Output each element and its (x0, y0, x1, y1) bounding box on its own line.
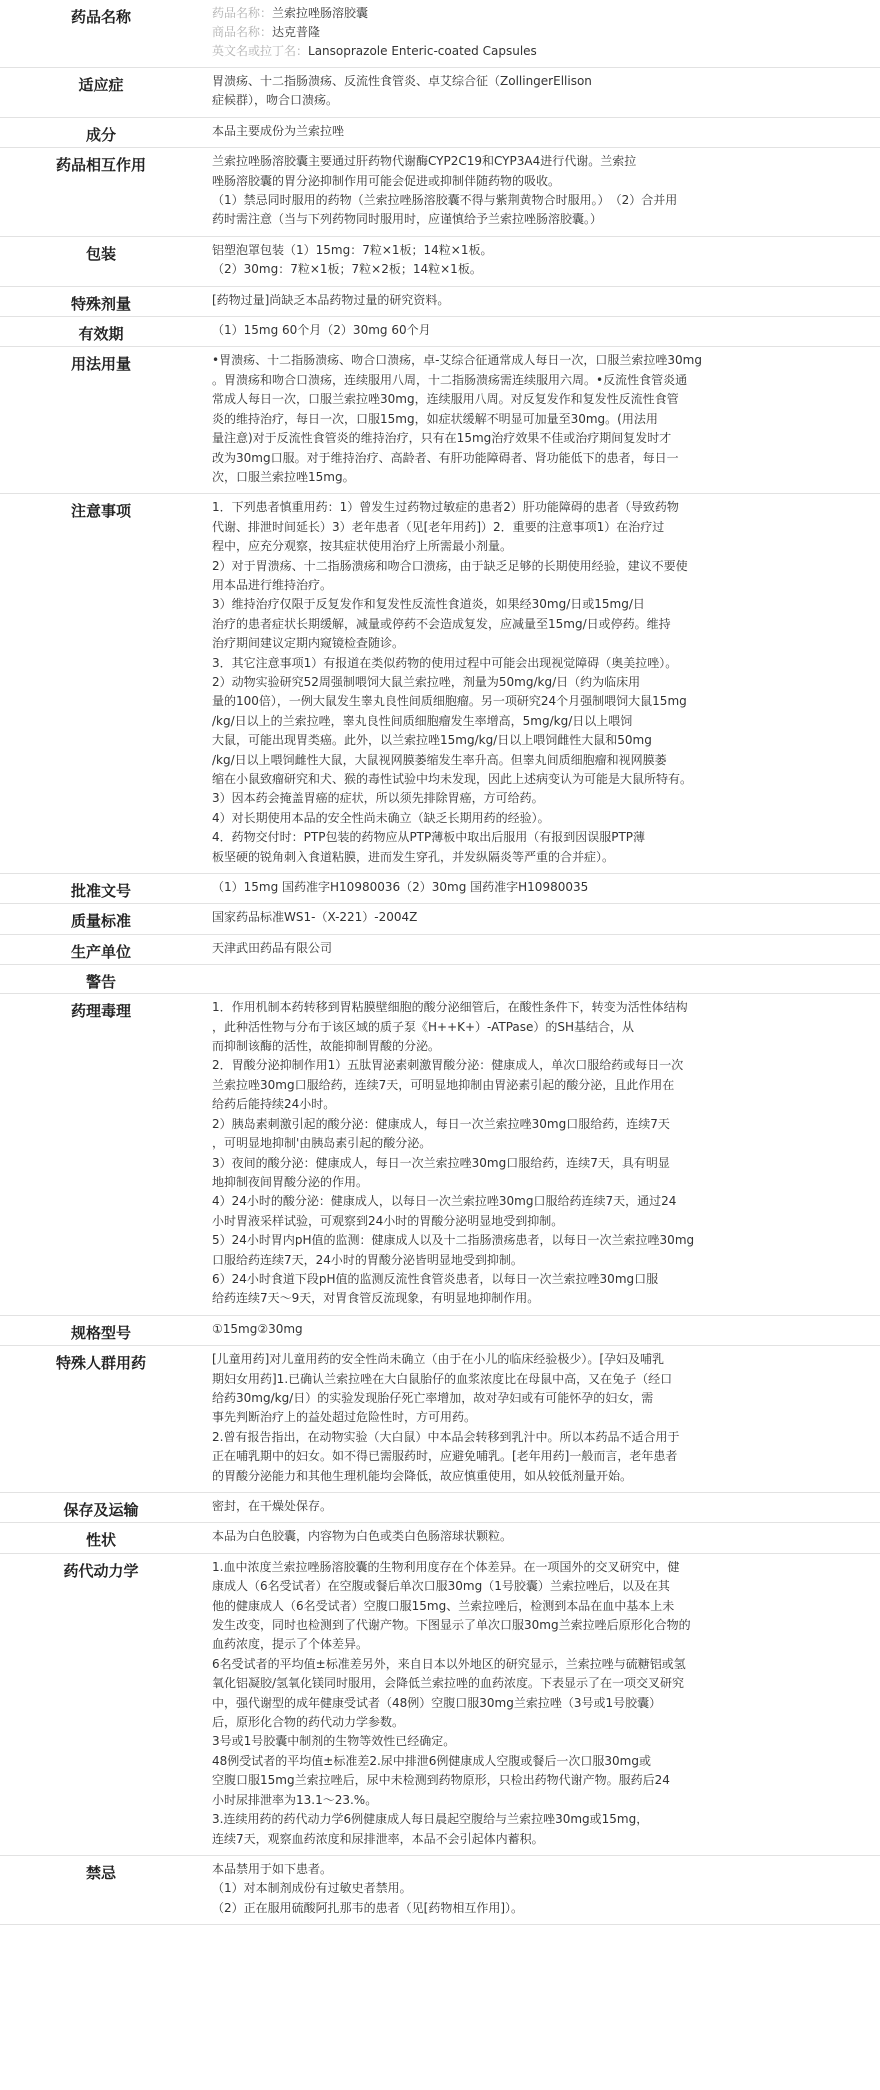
info-row (0, 1553, 880, 1855)
text-line: 量的100倍），一例大鼠发生睾丸良性间质细胞瘤。另一项研究24个月强制喂饲大鼠15mg (212, 694, 687, 709)
text-line: 口服给药连续7天，24小时的胃酸分泌皆明显地受到抑制。 (212, 1252, 523, 1267)
row-label: 批准文号 (0, 874, 202, 904)
row-label: 警告 (0, 965, 202, 994)
info-row (0, 1346, 880, 1493)
text-line: 空腹口服15mg兰索拉唑后，尿中未检测到药物原形，只检出药物代谢产物。服药后24 (212, 1773, 670, 1788)
info-row (0, 965, 880, 994)
row-value (202, 1523, 880, 1553)
text-line: 3号或1号胶囊中制剂的生物等效性已经确定。 (212, 1734, 456, 1749)
row-value (202, 0, 880, 68)
text-line: 。胃溃疡和吻合口溃疡，连续服用八周，十二指肠溃疡需连续服用六周。•反流性食管炎通 (212, 372, 688, 387)
row-value (202, 874, 880, 904)
info-row (0, 1493, 880, 1523)
text-line: 给药后能持续24小时。 (212, 1097, 336, 1112)
text-line: 氧化铝凝胶/氢氧化镁同时服用，会降低兰索拉唑的血药浓度。下表显示了在一项交叉研究 (212, 1676, 685, 1691)
text-line: 药时需注意（当与下列药物同时服用时，应谨慎给予兰索拉唑肠溶胶囊。） (212, 212, 603, 227)
row-value (202, 317, 880, 347)
text-line: 本品禁用于如下患者。 (212, 1861, 333, 1876)
info-row (0, 0, 880, 68)
info-row (0, 286, 880, 316)
text-line: 发生改变，同时也检测到了代谢产物。下图显示了单次口服30mg兰索拉唑后原形化合物的 (212, 1618, 691, 1633)
text-line: 3．其它注意事项1）有报道在类似药物的使用过程中可能会出现视觉障碍（奥美拉唑）。 (212, 655, 678, 670)
text-line: /kg/日以上喂饲雌性大鼠，大鼠视网膜萎缩发生率升高。但睾丸间质细胞瘤和视网膜萎 (212, 752, 667, 767)
text-line: 期妇女用药]1.已确认兰索拉唑在大白鼠胎仔的血浆浓度比在母鼠中高，又在兔子（经口 (212, 1371, 673, 1386)
text-line: 连续7天，观察血药浓度和尿排泄率，本品不会引起体内蓄积。 (212, 1831, 544, 1846)
row-value (202, 286, 880, 316)
text-line: 小时胃液采样试验，可观察到24小时的胃酸分泌明显地受到抑制。 (212, 1213, 564, 1228)
name-line (212, 42, 868, 61)
row-value (202, 236, 880, 286)
text-line: 代谢、排泄时间延长）3）老年患者（见[老年用药]）2．重要的注意事项1）在治疗过 (212, 519, 665, 534)
text-line: 缩在小鼠致瘤研究和犬、猴的毒性试验中均未发现，因此上述病变认为可能是大鼠所特有。 (212, 772, 693, 786)
row-label: 药理毒理 (0, 994, 202, 1316)
text-line: 事先判断治疗上的益处超过危险性时，方可用药。 (212, 1410, 477, 1425)
text-line: 2．胃酸分泌抑制作用1）五肽胃泌素刺激胃酸分泌：健康成人，单次口服给药或每日一次 (212, 1058, 684, 1073)
text-line: 兰索拉唑肠溶胶囊主要通过肝药物代谢酶CYP2C19和CYP3A4进行代谢。兰索拉 (212, 154, 637, 169)
info-row (0, 994, 880, 1316)
text-line: 4）24小时的酸分泌：健康成人，以每日一次兰索拉唑30mg口服给药连续7天，通过24 (212, 1194, 677, 1209)
text-line: 唑肠溶胶囊的胃分泌抑制作用可能会促进或抑制伴随药物的吸收。 (212, 173, 561, 188)
row-value (202, 904, 880, 934)
row-value (202, 1346, 880, 1493)
text-line: 康成人（6名受试者）在空腹或餐后单次口服30mg（1号胶囊）兰索拉唑后，以及在其 (212, 1579, 670, 1594)
row-label: 生产单位 (0, 934, 202, 964)
text-line: 程中，应充分观察，按其症状使用治疗上所需最小剂量。 (212, 539, 513, 554)
text-line: 地抑制夜间胃酸分泌的作用。 (212, 1174, 369, 1189)
row-label: 性状 (0, 1523, 202, 1553)
text-line: 1．作用机制本药转移到胃粘膜壁细胞的酸分泌细管后，在酸性条件下，转变为活性体结构 (212, 1000, 688, 1015)
text-line: 症候群），吻合口溃疡。 (212, 93, 339, 108)
text-line: 2）对于胃溃疡、十二指肠溃疡和吻合口溃疡，由于缺乏足够的长期使用经验，建议不要使 (212, 558, 688, 573)
info-row (0, 347, 880, 494)
row-label: 注意事项 (0, 494, 202, 874)
text-line: ，可明显地抑制'由胰岛素引起的酸分泌。 (212, 1136, 432, 1151)
text-line: 炎的维持治疗，每日一次，口服15mg，如症状缓解不明显可加量至30mg。(用法用 (212, 411, 658, 426)
row-value (202, 994, 880, 1316)
row-label: 特殊人群用药 (0, 1346, 202, 1493)
text-line: 3）因本药会掩盖胃癌的症状，所以须先排除胃癌，方可给药。 (212, 791, 544, 806)
text-line: /kg/日以上的兰索拉唑，睾丸良性间质细胞瘤发生率增高，5mg/kg/日以上喂饲 (212, 713, 633, 728)
row-label: 药代动力学 (0, 1553, 202, 1855)
row-value (202, 494, 880, 874)
text-line: 2）动物实验研究52周强制喂饲大鼠兰索拉唑，剂量为50mg/kg/日（约为临床用 (212, 674, 641, 689)
text-line: 次，口服兰索拉唑15mg。 (212, 469, 355, 484)
text-line: ，此种活性物与分布于该区域的质子泵《H++K+）-ATPase）的SH基结合，从 (212, 1019, 635, 1034)
text-line: （1）禁忌同时服用的药物（兰索拉唑肠溶胶囊不得与紫荆黄物合时服用。） （2）合并用 (212, 193, 678, 208)
info-row (0, 68, 880, 118)
text-line: 3.连续用药的药代动力学6例健康成人每日晨起空腹给与兰索拉唑30mg或15mg， (212, 1812, 649, 1827)
text-line: 而抑制该酶的活性，故能抑制胃酸的分泌。 (212, 1039, 441, 1054)
info-row (0, 1315, 880, 1345)
text-line: 治疗期间建议定期内窥镜检查随诊。 (212, 636, 405, 651)
name-key: 英文名或拉丁名： (212, 44, 309, 58)
row-label: 用法用量 (0, 347, 202, 494)
row-label: 规格型号 (0, 1315, 202, 1345)
text-line: 本品主要成份为兰索拉唑 (212, 123, 345, 138)
text-line: 3）维持治疗仅限于反复发作和复发性反流性食道炎，如果经30mg/日或15mg/日 (212, 597, 645, 612)
text-line: 4．药物交付时：PTP包装的药物应从PTP薄板中取出后服用（有报到因误服PTP薄 (212, 830, 646, 845)
row-label: 质量标准 (0, 904, 202, 934)
text-line: 2）胰岛素刺激引起的酸分泌：健康成人，每日一次兰索拉唑30mg口服给药，连续7天 (212, 1116, 670, 1131)
row-label: 有效期 (0, 317, 202, 347)
info-row (0, 494, 880, 874)
row-value (202, 68, 880, 118)
text-line: 给药30mg/kg/日）的实验发现胎仔死亡率增加，故对孕妇或有可能怀孕的妇女，需 (212, 1390, 654, 1405)
info-row (0, 874, 880, 904)
info-row (0, 1855, 880, 1924)
text-line: 5）24小时胃内pH值的监测：健康成人以及十二指肠溃疡患者，以每日一次兰索拉唑30mg (212, 1233, 695, 1248)
row-value (202, 965, 880, 994)
row-label: 药品相互作用 (0, 148, 202, 237)
text-line: 2.曾有报告指出，在动物实验（大白鼠）中本品会转移到乳汁中。所以本药品不适合用于 (212, 1429, 680, 1444)
info-row (0, 904, 880, 934)
info-row (0, 236, 880, 286)
text-line: 3）夜间的酸分泌：健康成人，每日一次兰索拉唑30mg口服给药，连续7天，具有明显 (212, 1155, 670, 1170)
text-line: （2）正在服用硫酸阿扎那韦的患者（见[药物相互作用]）。 (212, 1900, 524, 1915)
info-row (0, 317, 880, 347)
text-line: 本品为白色胶囊，内容物为白色或类白色肠溶球状颗粒。 (212, 1529, 513, 1544)
text-line: 常成人每日一次，口服兰索拉唑30mg，连续服用八周。对反复发作和复发性反流性食管 (212, 392, 679, 407)
text-line: 中，强代谢型的成年健康受试者（48例）空腹口服30mg兰索拉唑（3号或1号胶囊） (212, 1695, 662, 1710)
text-line: 用本品进行维持治疗。 (212, 577, 333, 592)
text-line: [药物过量]尚缺乏本品药物过量的研究资料。 (212, 292, 450, 307)
text-line: 铝塑泡罩包装（1）15mg：7粒×1板；14粒×1板。 (212, 242, 493, 257)
row-value (202, 1315, 880, 1345)
text-line: [儿童用药]对儿童用药的安全性尚未确立（由于在小儿的临床经验极少）。[孕妇及哺乳 (212, 1352, 665, 1367)
text-line: 6名受试者的平均值±标准差另外，来自日本以外地区的研究显示，兰索拉唑与硫糖铝或氢 (212, 1656, 686, 1671)
row-value (202, 148, 880, 237)
text-line: •胃溃疡、十二指肠溃疡、吻合口溃疡，卓-艾综合征通常成人每日一次，口服兰索拉唑30mg (212, 353, 702, 368)
row-value (202, 1855, 880, 1924)
text-line: 治疗的患者症状长期缓解，减量或停药不会造成复发，应减量至15mg/日或停药。维持 (212, 616, 671, 631)
text-line: 大鼠，可能出现胃类癌。此外，以兰索拉唑15mg/kg/日以上喂饲雌性大鼠和50mg (212, 733, 652, 748)
text-line: 胃溃疡、十二指肠溃疡、反流性食管炎、卓艾综合征（ZollingerEllison (212, 74, 592, 88)
row-label: 禁忌 (0, 1855, 202, 1924)
text-line: 改为30mg口服。对于维持治疗、高龄者、有肝功能障碍者、肾功能低下的患者，每日一 (212, 450, 679, 465)
text-line: 48例受试者的平均值±标准差2.尿中排泄6例健康成人空腹或餐后一次口服30mg或 (212, 1753, 651, 1768)
name-value: Lansoprazole Enteric-coated Capsules (308, 44, 537, 58)
text-line: 天津武田药品有限公司 (212, 940, 333, 955)
text-line: 6）24小时食道下段pH值的监测反流性食管炎患者，以每日一次兰索拉唑30mg口服 (212, 1271, 659, 1286)
row-label: 药品名称 (0, 0, 202, 68)
name-key: 商品名称： (212, 25, 273, 39)
text-line: ①15mg②30mg (212, 1321, 303, 1336)
text-line: （1）15mg 国药准字H10980036（2）30mg 国药准字H10980035 (212, 880, 589, 895)
info-row (0, 1523, 880, 1553)
text-line: （1）对本制剂成份有过敏史者禁用。 (212, 1881, 412, 1896)
text-line: 1．下列患者慎重用药：1）曾发生过药物过敏症的患者2）肝功能障碍的患者（导致药物 (212, 500, 679, 515)
text-line: 的胃酸分泌能力和其他生理机能均会降低，故应慎重使用，如从较低剂量开始。 (212, 1468, 633, 1483)
row-value (202, 1553, 880, 1855)
text-line: （1）15mg 60个月（2）30mg 60个月 (212, 323, 431, 338)
name-line (212, 4, 868, 23)
text-line: 1.血中浓度兰索拉唑肠溶胶囊的生物利用度存在个体差异。在一项国外的交叉研究中，健 (212, 1559, 680, 1574)
text-line: 密封，在干燥处保存。 (212, 1499, 333, 1513)
row-value (202, 1493, 880, 1523)
text-line: 板坚硬的锐角刺入食道粘膜，进而发生穿孔，并发纵隔炎等严重的合并症）。 (212, 849, 615, 864)
row-label: 特殊剂量 (0, 286, 202, 316)
name-value: 兰索拉唑肠溶胶囊 (272, 6, 369, 20)
text-line: 量注意)对于反流性食管炎的维持治疗，只有在15mg治疗效果不佳或治疗期间复发时才 (212, 431, 672, 446)
row-value (202, 934, 880, 964)
text-line: 后，原形化合物的药代动力学参数。 (212, 1715, 405, 1730)
info-row (0, 934, 880, 964)
name-line (212, 23, 868, 42)
text-line: 兰索拉唑30mg口服给药，连续7天，可明显地抑制由胃泌素引起的酸分泌，且此作用在 (212, 1077, 675, 1092)
row-label: 成分 (0, 117, 202, 147)
text-line: 正在哺乳期中的妇女。如不得已需服药时，应避免哺乳。[老年用药]一般而言，老年患者 (212, 1449, 678, 1464)
text-line: 小时尿排泄率为13.1～23.%。 (212, 1792, 378, 1807)
row-label: 保存及运输 (0, 1493, 202, 1523)
text-line: 4）对长期使用本品的安全性尚未确立（缺乏长期用药的经验）。 (212, 810, 550, 825)
name-value: 达克普隆 (272, 25, 321, 39)
row-value (202, 117, 880, 147)
info-row (0, 117, 880, 147)
text-line: 他的健康成人（6名受试者）空腹口服15mg、兰索拉唑后，检测到本品在血中基本上未 (212, 1598, 675, 1613)
row-value (202, 347, 880, 494)
row-label: 包装 (0, 236, 202, 286)
info-row (0, 148, 880, 237)
name-key: 药品名称： (212, 6, 273, 20)
text-line: 血药浓度，提示了个体差异。 (212, 1637, 369, 1652)
text-line: 给药连续7天～9天，对胃食管反流现象，有明显地抑制作用。 (212, 1291, 540, 1306)
text-line: 国家药品标准WS1-（X-221）-2004Z (212, 910, 418, 925)
text-line: （2）30mg：7粒×1板；7粒×2板；14粒×1板。 (212, 262, 482, 277)
row-label: 适应症 (0, 68, 202, 118)
